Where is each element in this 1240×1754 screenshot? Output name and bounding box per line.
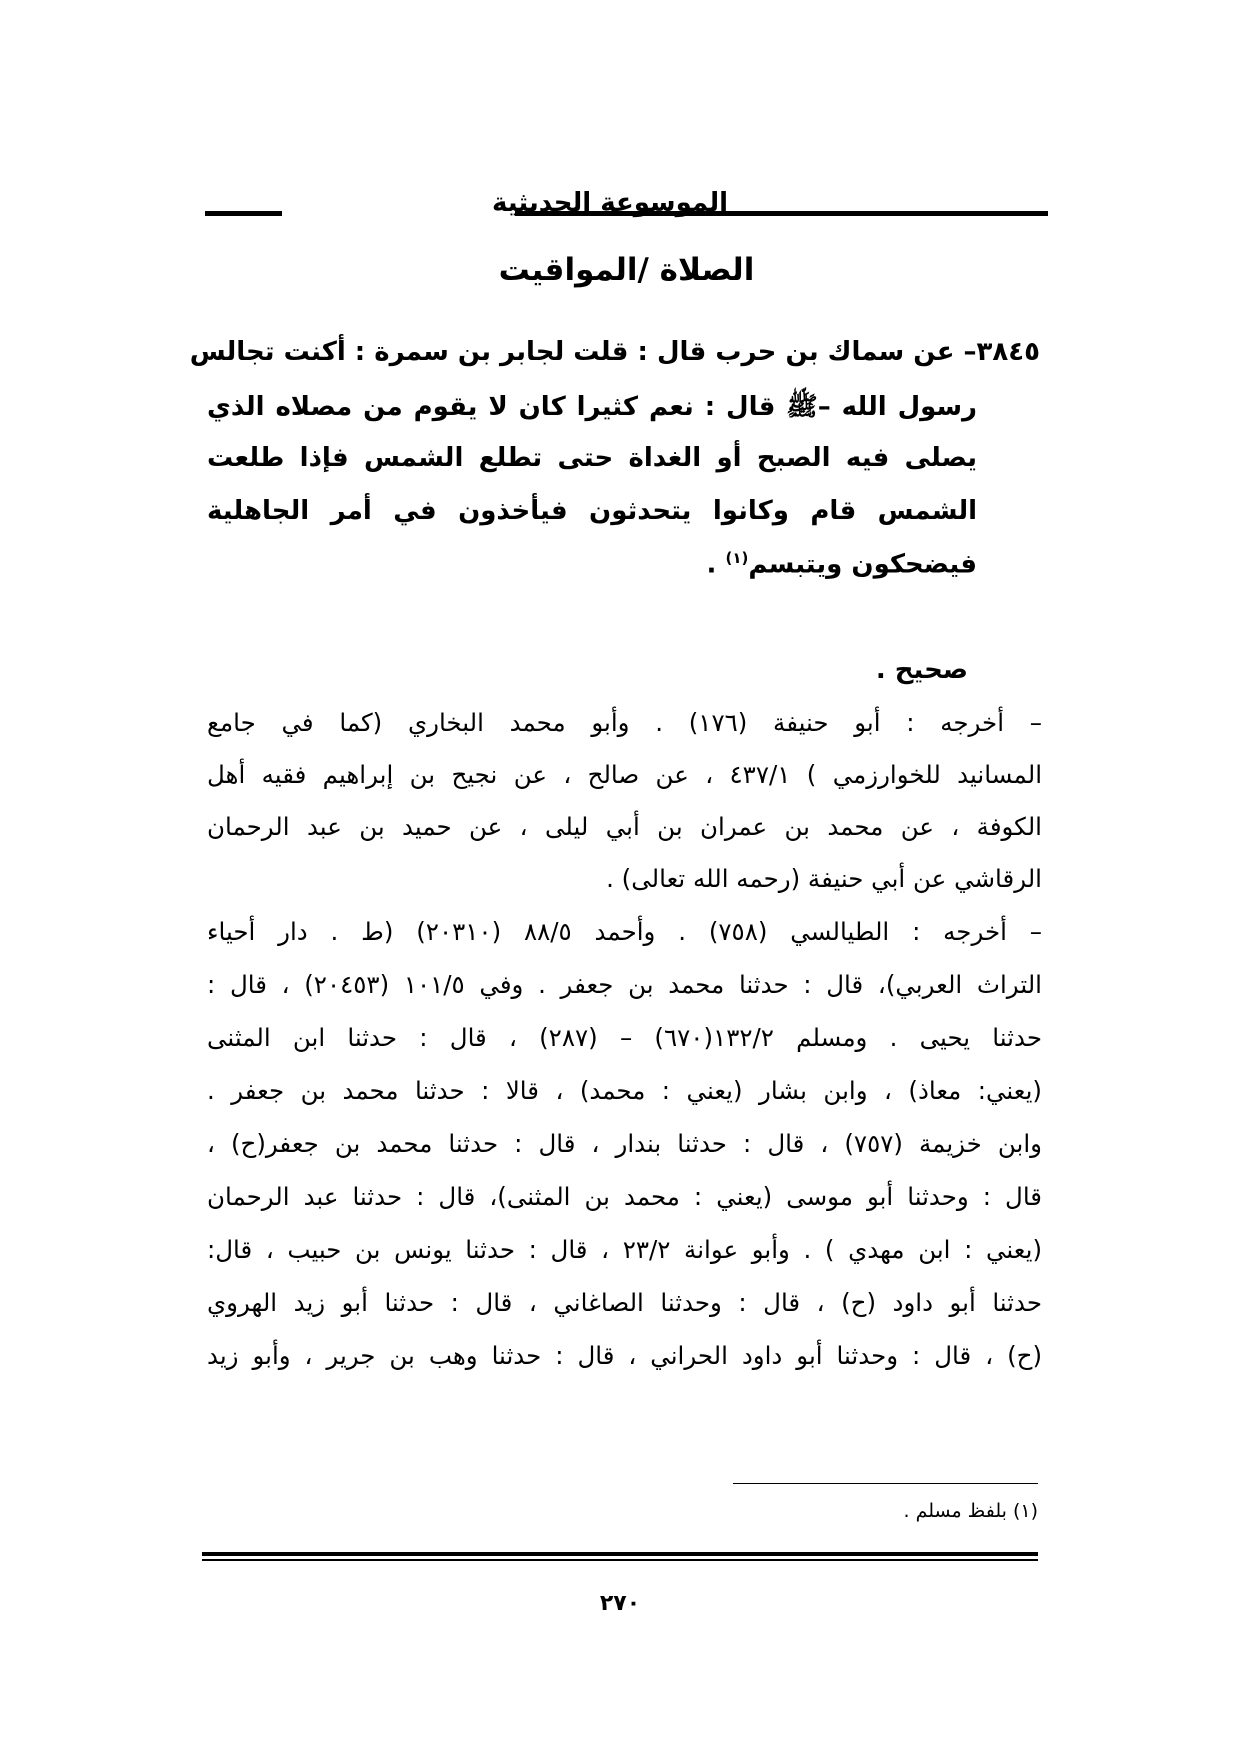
hadith-line-3 — [207, 443, 977, 473]
takhrij-line: حدثنا يحيى . ومسلم ١٣٢/٢(٦٧٠) – (٢٨٧) ، قال : حدثنا ابن المثنى — [207, 1023, 1042, 1052]
takhrij-line: (يعني: معاذ) ، وابن بشار (يعني : محمد) ، قالا : حدثنا محمد بن جعفر . — [207, 1076, 1042, 1105]
running-header — [205, 188, 1048, 232]
hadith-text-line: – عن سماك بن حرب قال : قلت لجابر بن سمرة : أكنت تجالس — [189, 337, 977, 367]
takhrij-line: قال : وحدثنا أبو موسى (يعني : محمد بن المثنى)، قال : حدثنا عبد الرحمان — [207, 1182, 1042, 1211]
takhrij-line: حدثنا أبو داود (ح) ، قال : وحدثنا الصاغاني ، قال : حدثنا أبو زيد الهروي — [207, 1288, 1042, 1317]
header-rule-short — [205, 211, 282, 216]
hadith-grade: صحيح . — [875, 655, 968, 685]
hadith-text-line: الشمس قام وكانوا يتحدثون فيأخذون في أمر الجاهلية — [207, 496, 977, 526]
hadith-text-line: رسول الله –ﷺ قال : نعم كثيرا كان لا يقوم من مصلاه الذي — [207, 392, 977, 422]
footer-rule-thick — [202, 1552, 1038, 1556]
hadith-text-line: يصلى فيه الصبح أو الغداة حتى تطلع الشمس فإذا طلعت — [207, 443, 977, 473]
takhrij-line: الكوفة ، عن محمد بن عمران بن أبي ليلى ، عن حميد بن عبد الرحمان — [207, 812, 1042, 841]
takhrij-line: وابن خزيمة (٧٥٧) ، قال : حدثنا بندار ، قال : حدثنا محمد بن جعفر(ح) ، — [207, 1129, 1042, 1158]
takhrij-line: التراث العربي)، قال : حدثنا محمد بن جعفر . وفي ١٠١/٥ (٢٠٤٥٣) ، قال : — [207, 970, 1042, 999]
footnote-1: (١) بلفظ مسلم . — [903, 1500, 1038, 1522]
running-title: الموسوعة الحديثية — [491, 188, 728, 218]
hadith-number: ٣٨٤٥ — [976, 337, 1040, 367]
hadith-line-4 — [207, 496, 977, 526]
takhrij-line: المسانيد للخوارزمي ) ٤٣٧/١ ، عن صالح ، عن نجيح بن إبراهيم فقيه أهل — [207, 760, 1042, 789]
section-title: الصلاة /المواقيت — [498, 252, 755, 288]
takhrij-line: – أخرجه : الطيالسي (٧٥٨) . وأحمد ٨٨/٥ (٢٠٣١٠) (ط . دار أحياء — [207, 917, 1042, 946]
hadith-line-2 — [207, 390, 977, 428]
hadith-text-line: فيضحكون ويتبسم — [748, 549, 977, 580]
takhrij-line: (ح) ، قال : وحدثنا أبو داود الحراني ، قال : حدثنا وهب بن جرير ، وأبو زيد — [207, 1341, 1042, 1370]
footer-rule-thin — [202, 1559, 1038, 1561]
footnote-marker: (١) — [725, 549, 749, 567]
takhrij-line: (يعني : ابن مهدي ) . وأبو عوانة ٢٣/٢ ، قال : حدثنا يونس بن حبيب ، قال: — [207, 1235, 1043, 1264]
hadith-line-5 — [707, 549, 977, 580]
takhrij-line: – أخرجه : أبو حنيفة (١٧٦) . وأبو محمد البخاري (كما في جامع — [207, 708, 1042, 737]
page-number: ٢٧٠ — [599, 1591, 641, 1616]
hadith-line-1 — [189, 337, 1040, 367]
hadith-end-mark: . — [706, 549, 726, 580]
footnote-separator — [733, 1483, 1038, 1484]
takhrij-line: الرقاشي عن أبي حنيفة (رحمه الله تعالى) . — [606, 864, 1042, 893]
